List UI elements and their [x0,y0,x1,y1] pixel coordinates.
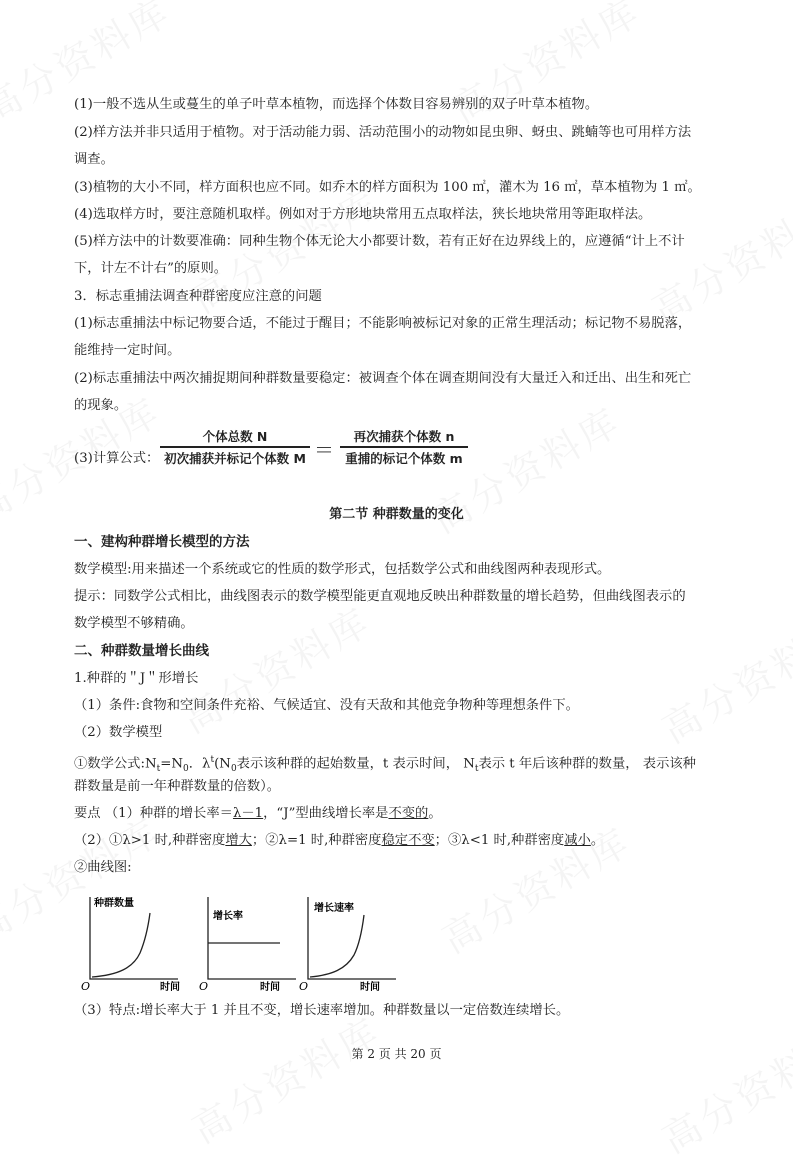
text-run: 要点 （1）种群的增长率＝ [74,806,233,821]
formula-left-fraction [160,425,310,467]
watermark [650,1011,793,1164]
text-run: ①数学公式:N [74,756,157,772]
paragraph-line: (2)样方法并非只适用于植物。对于活动能力弱、活动范围小的动物如昆虫卵、蚜虫、跳蝻等也可用样方法 [74,125,692,140]
text-run: 表示该种群的起始数量，t 表示时间， N [236,756,475,772]
heading-2: 二、种群数量增长曲线 [74,643,209,659]
text-run: ；②λ=1 时,种群密度 [251,833,382,848]
paragraph-line: 的现象。 [74,398,128,413]
chart-origin: O [299,980,309,993]
text-run: ．λ [188,756,211,772]
paragraph-line: (5)样方法中的计数要准确：同种生物个体无论大小都要计数，若有正好在边界线上的，应遵循“计上不计 [74,234,685,249]
formula-equals: ＝ [314,438,334,462]
chart-origin: O [199,980,209,993]
key-point-line [74,805,723,823]
paragraph-line: 1.种群的＂J＂形增长 [74,671,199,686]
subscript: 0 [230,764,237,775]
formula-line [74,751,723,778]
chart-ylabel: 种群数量 [94,898,134,909]
paragraph-line: (3)植物的大小不同，样方面积也应不同。如乔木的样方面积为 100 ㎡，灌木为 16 ㎡，草本植物为 1 ㎡。 [74,180,701,195]
paragraph-line: 调查。 [74,152,114,167]
paragraph-line: (2)标志重捕法中两次捕捉期间种群数量要稳定：被调查个体在调查期间没有大量迁入和迁出、出生和死亡 [74,371,692,386]
formula-left-denominator: 初次捕获并标记个体数 M [164,451,306,466]
paragraph-line: ②曲线图: [74,860,132,875]
chart-ylabel: 增长速率 [314,903,354,914]
paragraph-line: （1）条件:食物和空间条件充裕、气候适宜、没有天敌和其他竞争物种等理想条件下。 [74,698,579,713]
paragraph-line: 3．标志重捕法调查种群密度应注意的问题 [74,289,322,304]
paragraph-line: (4)选取样方时，要注意随机取样。例如对于方形地块常用五点取样法，狭长地块常用等距取样法。 [74,207,652,222]
chart-curve [92,913,150,977]
fraction-bar [160,446,310,448]
chart-svg [78,893,188,993]
chart-xlabel: 时间 [360,982,380,993]
text-run: ；③λ<1 时,种群密度 [434,833,565,848]
text-run: ，“J”型曲线增长率是 [263,806,389,821]
chart-ylabel: 增长率 [213,911,243,922]
chart-growth-speed [296,893,406,997]
chart-axes [208,897,296,979]
text-run: 表示 t 年后该种群的数量， 表示该种 [478,756,696,772]
text-run: (N [214,756,231,772]
chart-axes [90,897,178,979]
text-run: 。 [428,806,442,821]
underlined-answer: 增大 [225,833,252,848]
underlined-answer: 稳定不变 [381,833,435,848]
chart-svg [296,893,406,993]
chart-svg [196,893,309,993]
formula-left-numerator: 个体总数 N [202,429,268,444]
underlined-answer: 不变的 [388,806,429,821]
paragraph-line: 群数量是前一年种群数量的倍数）。 [74,779,281,794]
chart-xlabel: 时间 [160,982,180,993]
chart-curve [310,915,364,977]
paragraph-line: 数学模型不够精确。 [74,616,194,631]
watermark [640,181,793,334]
heading-1: 一、建构种群增长模型的方法 [74,534,250,550]
paragraph-line: 能维持一定时间。 [74,343,181,358]
subscript: 0 [183,764,189,775]
formula-right-denominator: 重捕的标记个体数 m [345,451,463,466]
page-footer: 第 2 页 共 20 页 [351,1047,442,1061]
fraction-bar [340,446,468,448]
chart-population-count [78,893,188,997]
section-title: 第二节 种群数量的变化 [329,507,464,522]
chart-xlabel: 时间 [260,982,280,993]
subscript: t [474,764,479,775]
chart-growth-rate [196,893,309,997]
text-run: 。 [590,833,605,848]
paragraph-line: (1)标志重捕法中标记物要合适，不能过于醒目；不能影响被标记对象的正常生理活动；标记物不易脱落， [74,316,692,331]
text-run: =N [160,756,184,772]
formula-right-numerator: 再次捕获个体数 n [353,429,455,444]
text-run: （2）①λ>1 时,种群密度 [74,833,226,848]
paragraph-line: (1)一般不选从生或蔓生的单子叶草本植物，而选择个体数目容易辨别的双子叶草本植物。 [74,97,599,112]
paragraph-line: （2）数学模型 [74,725,163,740]
paragraph-line: 下，计左不计右”的原则。 [74,261,228,276]
underlined-answer: λ－1 [232,806,264,821]
key-point-line [74,832,723,850]
superscript: t [210,755,215,765]
formula-right-fraction [340,425,468,467]
paragraph-line: 提示：同数学公式相比，曲线图表示的数学模型能更直观地反映出种群数量的增长趋势，但曲线图表示的 [74,589,686,604]
formula-label: (3)计算公式： [74,451,160,466]
subscript: t [156,764,161,775]
chart-origin: O [81,980,91,993]
underlined-answer: 减小 [564,833,591,848]
paragraph-line: （3）特点:增长率大于 1 并且不变，增长速率增加。种群数量以一定倍数连续增长。 [74,1003,570,1018]
paragraph-line: 数学模型:用来描述一个系统或它的性质的数学形式，包括数学公式和曲线图两种表现形式。 [74,562,611,577]
watermark [180,1001,389,1154]
